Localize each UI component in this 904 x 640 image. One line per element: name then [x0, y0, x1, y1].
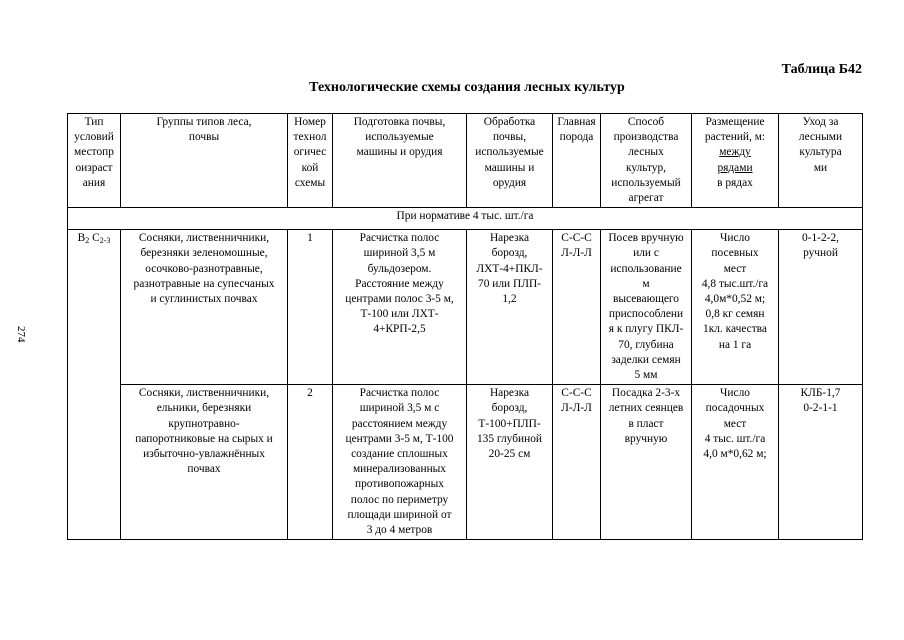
- cell-line: условий: [74, 131, 114, 144]
- cell-line: схемы: [294, 176, 326, 189]
- cell-line: 135 глубиной: [476, 432, 543, 445]
- cell-line: используемые: [365, 131, 434, 144]
- group-row: [68, 208, 863, 230]
- header-placement-line: рядами: [717, 161, 753, 174]
- cell-line: 5 мм: [634, 369, 658, 382]
- header-site-type: [68, 114, 121, 208]
- cell-line: посадочных: [705, 402, 765, 415]
- cell-line: я к плугу ПКЛ-: [608, 323, 684, 336]
- method-cell: [601, 385, 692, 540]
- method-cell: [601, 230, 692, 385]
- cell-line: 4+КРП-2,5: [373, 323, 426, 336]
- cell-line: Главная: [557, 116, 596, 128]
- cell-line: вручную: [624, 432, 668, 445]
- cell-line: осочково-разнотравные,: [145, 262, 263, 275]
- cell-line: 0-1-2-2,: [801, 232, 839, 245]
- cell-line: м: [642, 277, 650, 290]
- cell-line: ми: [813, 161, 828, 174]
- header-placement-line: в рядах: [717, 176, 753, 189]
- soil-treatment-cell: [467, 385, 553, 540]
- cell-line: машины и: [484, 161, 535, 174]
- cell-line: борозд,: [491, 402, 528, 415]
- cell-line: культура: [799, 146, 842, 159]
- cell-line: расстоянием между: [351, 417, 448, 430]
- care-cell: [779, 385, 863, 540]
- cell-line: создание сплошных: [351, 448, 448, 461]
- cell-line: Т-100+ПЛП-: [478, 417, 541, 430]
- cell-line: КЛБ-1,7: [800, 387, 841, 400]
- cell-line: производства: [613, 131, 679, 144]
- cell-line: березняки зеленомошные,: [140, 247, 268, 260]
- group-row-label: При нормативе 4 тыс. шт./га: [68, 208, 863, 230]
- cell-line: посевных: [711, 247, 759, 260]
- cell-line: лесными: [798, 131, 843, 144]
- table-label: Таблица Б42: [781, 62, 862, 77]
- cell-line: Группы типов леса,: [156, 116, 252, 128]
- cell-line: мест: [723, 262, 747, 275]
- site-type-cell: [68, 230, 121, 540]
- header-row: [68, 114, 863, 208]
- cell-line: избыточно-увлажнённых: [143, 448, 265, 461]
- cell-line: Т-100 или ЛХТ-: [360, 308, 439, 321]
- cell-line: шириной 3,5 м: [363, 247, 436, 260]
- cell-line: Нарезка: [489, 387, 530, 400]
- cell-line: Уход за: [802, 116, 839, 128]
- cell-line: 0,8 кг семян: [705, 308, 765, 321]
- cell-line: почвы: [188, 131, 220, 144]
- cell-line: используемые: [475, 146, 544, 159]
- main-species-cell: [553, 385, 601, 540]
- soil-preparation-cell: [333, 230, 467, 385]
- cell-line: технол: [293, 131, 327, 144]
- cell-line: 20-25 см: [488, 448, 531, 461]
- cell-line: почвы,: [492, 131, 527, 144]
- placement-cell: [692, 230, 779, 385]
- cell-line: разнотравные на супесчаных: [133, 277, 275, 290]
- cell-line: мест: [723, 417, 747, 430]
- cell-line: 70 или ПЛП-: [478, 277, 541, 290]
- header-soil-preparation: [333, 114, 467, 208]
- cell-line: Подготовка почвы,: [353, 116, 446, 128]
- site-type-sub1: 2: [85, 236, 90, 246]
- soil-preparation-cell: [333, 385, 467, 540]
- header-scheme-number: [288, 114, 333, 208]
- cell-line: Расстояние между: [355, 277, 444, 290]
- cell-line: Число: [720, 232, 750, 245]
- cell-line: 4 тыс. шт./га: [704, 432, 766, 445]
- site-type-letter: В: [77, 232, 86, 245]
- cell-line: борозд,: [491, 247, 528, 260]
- scheme-number-cell: 2: [288, 385, 333, 540]
- cell-line: огичес: [293, 146, 327, 159]
- header-soil-treatment: [467, 114, 553, 208]
- cell-line: центрами 3-5 м, Т-100: [345, 432, 454, 445]
- cell-line: Л-Л-Л: [561, 402, 592, 415]
- cell-line: 4,0м*0,52 м;: [704, 293, 766, 306]
- cell-line: культур,: [625, 161, 667, 174]
- header-placement: [692, 114, 779, 208]
- main-species-cell: [553, 230, 601, 385]
- cell-line: ельники, березняки: [156, 402, 252, 415]
- cell-line: ручной: [803, 247, 838, 260]
- cell-line: Способ: [627, 116, 665, 128]
- header-placement-line: Размещение: [705, 116, 765, 128]
- cell-line: Тип: [84, 116, 104, 128]
- cell-line: оизраст: [75, 161, 113, 174]
- header-forest-types: [121, 114, 288, 208]
- cell-line: летних сеянцев: [608, 402, 684, 415]
- cell-line: минерализованных: [352, 463, 447, 476]
- header-placement-line: растений, м:: [704, 131, 766, 144]
- cell-line: лесных: [628, 146, 664, 159]
- cell-line: полос по периметру: [350, 493, 449, 506]
- soil-treatment-cell: [467, 230, 553, 385]
- page-number: 274: [15, 326, 27, 343]
- cell-line: использование: [610, 262, 682, 275]
- cell-line: Нарезка: [489, 232, 530, 245]
- forest-types-cell: [121, 230, 288, 385]
- cell-line: Номер: [294, 116, 326, 128]
- table-row: [68, 230, 863, 385]
- cell-line: орудия: [492, 176, 527, 189]
- cell-line: или с: [633, 247, 659, 260]
- cell-line: агрегат: [628, 192, 664, 205]
- cell-line: 70, глубина: [618, 338, 674, 351]
- cell-line: Расчистка полос: [359, 387, 440, 400]
- cell-line: и суглинистых почвах: [150, 293, 258, 306]
- cell-line: 1кл. качества: [703, 323, 767, 336]
- cell-line: машины и орудия: [356, 146, 443, 159]
- cell-line: С-С-С: [561, 232, 592, 245]
- site-type-sub2: 2-3: [99, 236, 111, 246]
- cell-line: 4,0 м*0,62 м;: [703, 448, 767, 461]
- cell-line: противопожарных: [355, 478, 444, 491]
- cell-line: используемый: [611, 176, 681, 189]
- cell-line: кой: [301, 161, 319, 174]
- header-method: [601, 114, 692, 208]
- cell-line: 3 до 4 метров: [366, 524, 433, 537]
- cell-line: ЛХТ-4+ПКЛ-: [476, 262, 543, 275]
- cell-line: Посадка 2-3-х: [611, 387, 681, 400]
- cell-line: почвах: [187, 463, 221, 476]
- header-placement-line: между: [719, 146, 751, 159]
- cell-line: папоротниковые на сырых и: [135, 432, 273, 445]
- cell-line: С-С-С: [561, 387, 592, 400]
- cell-line: центрами полос 3-5 м,: [345, 293, 454, 306]
- cell-line: 4,8 тыс.шт./га: [701, 277, 769, 290]
- technology-schemes-table: [67, 113, 863, 540]
- cell-line: местопр: [74, 146, 114, 159]
- cell-line: крупнотравно-: [168, 417, 240, 430]
- cell-line: Л-Л-Л: [561, 247, 592, 260]
- placement-cell: [692, 385, 779, 540]
- cell-line: Число: [720, 387, 750, 400]
- cell-line: ания: [82, 176, 106, 189]
- scheme-number-cell: 1: [288, 230, 333, 385]
- cell-line: на 1 га: [718, 338, 752, 351]
- cell-line: площади шириной от: [347, 508, 452, 521]
- cell-line: Сосняки, лиственничники,: [138, 387, 270, 400]
- cell-line: Посев вручную: [608, 232, 684, 245]
- cell-line: шириной 3,5 м с: [359, 402, 440, 415]
- cell-line: в пласт: [628, 417, 664, 430]
- cell-line: порода: [559, 131, 594, 144]
- cell-line: 1,2: [502, 293, 517, 306]
- care-cell: [779, 230, 863, 385]
- table-row: [68, 385, 863, 540]
- header-care: [779, 114, 863, 208]
- cell-line: приспособлени: [608, 308, 684, 321]
- cell-line: Расчистка полос: [359, 232, 440, 245]
- cell-line: высевающего: [613, 293, 679, 306]
- cell-line: 0-2-1-1: [803, 402, 838, 415]
- cell-line: Сосняки, лиственничники,: [138, 232, 270, 245]
- cell-line: заделки семян: [611, 353, 681, 366]
- cell-line: Обработка: [483, 116, 536, 128]
- site-type-mid: С: [89, 232, 100, 245]
- forest-types-cell: [121, 385, 288, 540]
- header-main-species: [553, 114, 601, 208]
- table-title: Технологические схемы создания лесных культур: [309, 80, 625, 95]
- cell-line: бульдозером.: [367, 262, 432, 275]
